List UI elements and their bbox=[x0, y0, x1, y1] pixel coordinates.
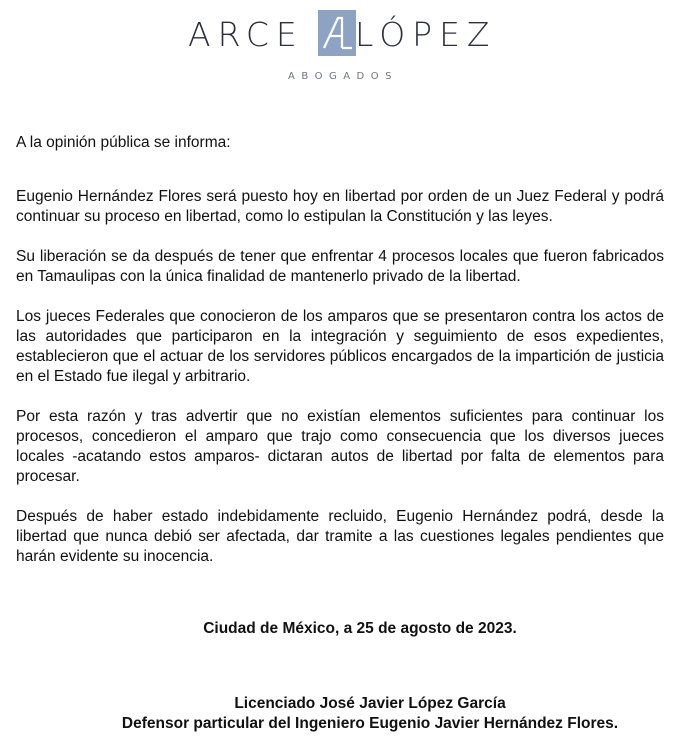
signature-name: Licenciado José Javier López García bbox=[234, 695, 506, 712]
paragraph-3: Los jueces Federales que conocieron de los amparos que se presentaron contra los actos de las autoridades que participaron en la integración y seguimiento de esos expedientes, establecieron que el actuar de los servidores públicos encargados de la impartición de justicia en el Estado fue ilegal y arbitrario. bbox=[16, 308, 664, 385]
firm-subtitle: ABOGADOS bbox=[288, 71, 398, 82]
signature-role: Defensor particular del Ingeniero Eugenio Javier Hernández Flores. bbox=[121, 715, 619, 732]
letter-greeting: A la opinión pública se informa: bbox=[16, 134, 231, 151]
letter-body bbox=[16, 133, 664, 567]
paragraph-5: Después de haber estado indebidamente recluido, Eugenio Hernández podrá, desde la libertad que nunca debió ser afectada, dar tramite a las cuestiones legales pendientes que harán evidente su inocencia. bbox=[16, 508, 664, 565]
signature-block bbox=[0, 694, 680, 734]
letterhead bbox=[0, 0, 680, 100]
date-line: Ciudad de México, a 25 de agosto de 2023. bbox=[203, 620, 517, 637]
firm-name-lopez: LÓPEZ bbox=[355, 15, 497, 54]
paragraph-2: Su liberación se da después de tener que enfrentar 4 procesos locales que fueron fabricados en Tamaulipas con la única finalidad de mantenerlo privado de la libertad. bbox=[16, 248, 664, 285]
paragraph-4: Por esta razón y tras advertir que no existían elementos suficientes para continuar los procesos, concedieron el amparo que trajo como consecuencia que los diversos jueces locales -acatando estos amparos- dictaran autos de libertad por falta de elementos para procesar. bbox=[16, 408, 664, 485]
paragraph-1: Eugenio Hernández Flores será puesto hoy en libertad por orden de un Juez Federal y podrá continuar su proceso en libertad, como lo estipulan la Constitución y las leyes. bbox=[16, 188, 664, 225]
al-monogram-icon bbox=[318, 10, 356, 56]
firm-name-arce: ARCE bbox=[188, 15, 304, 54]
